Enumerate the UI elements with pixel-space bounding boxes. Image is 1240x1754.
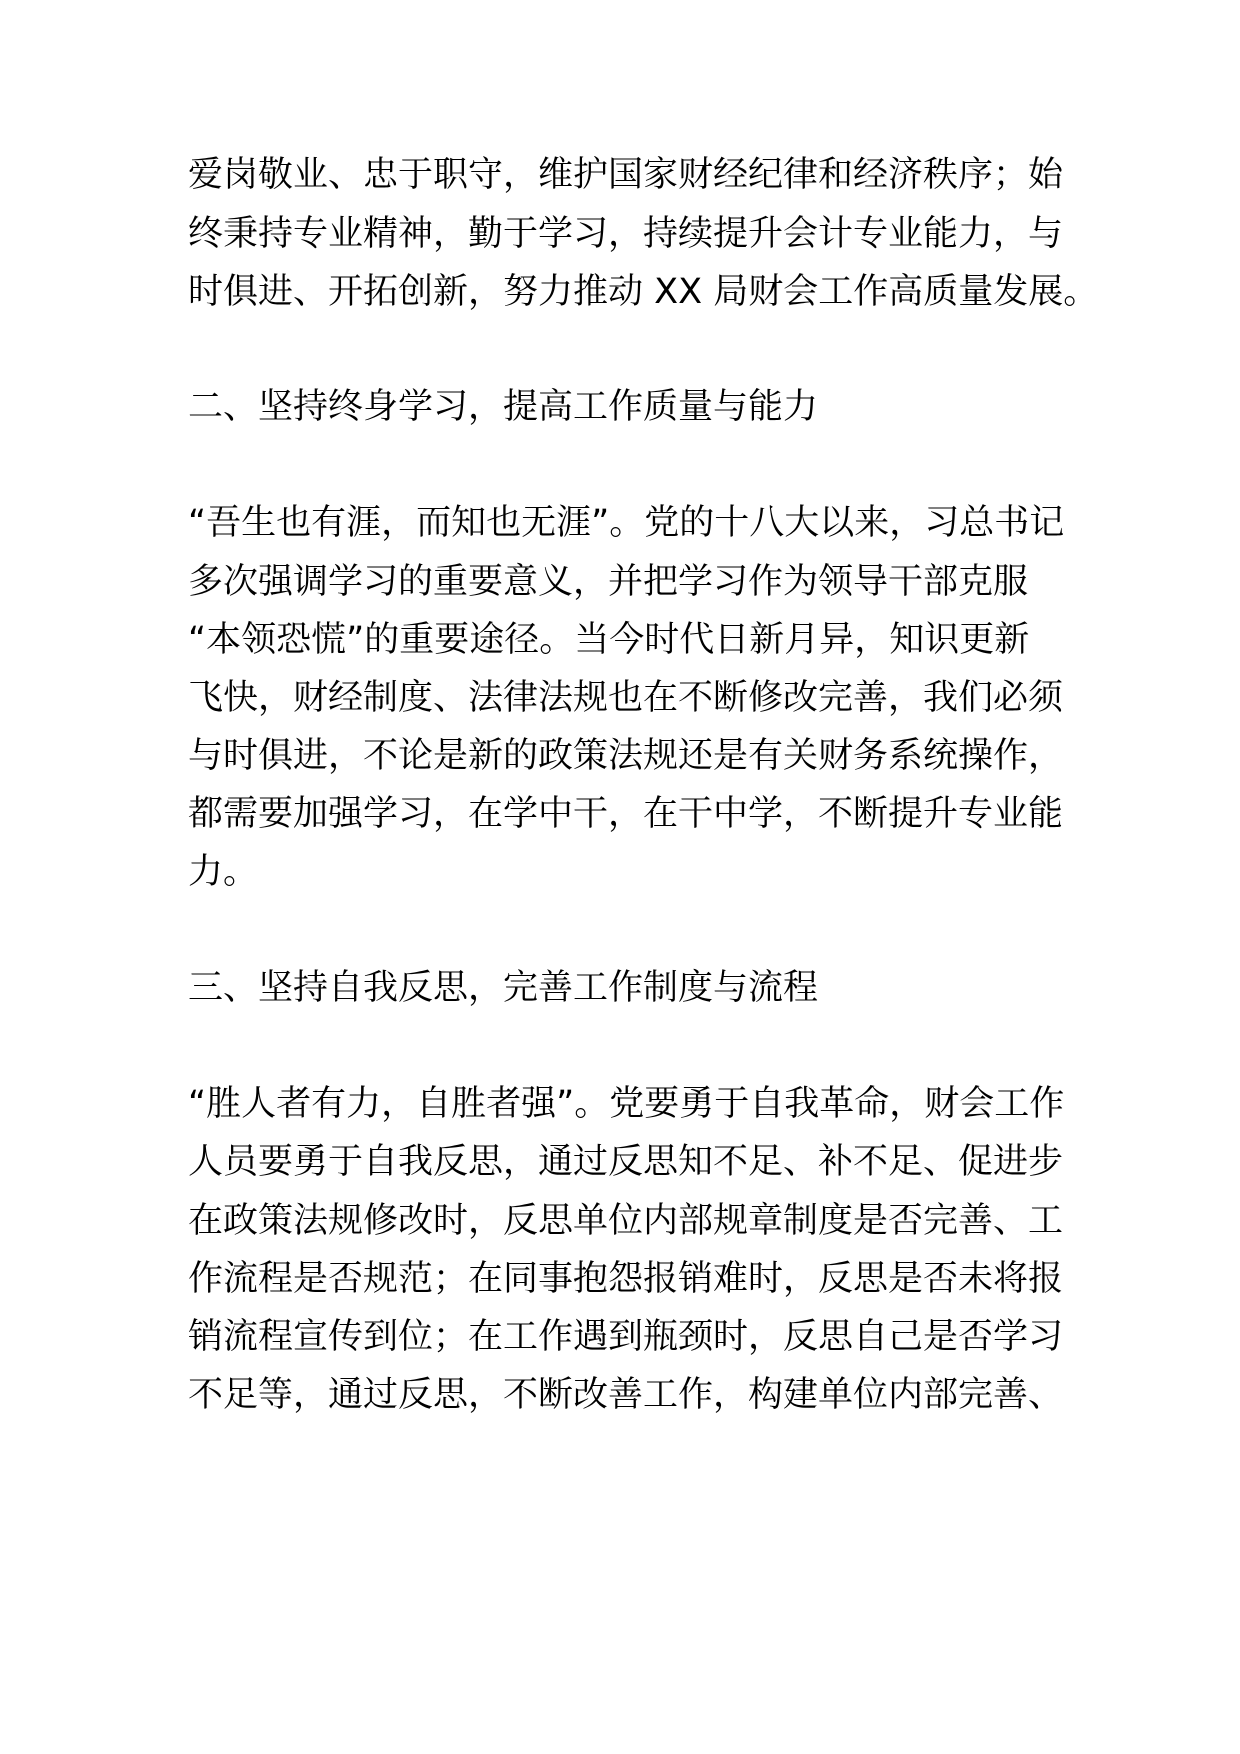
paragraph-2-line-2: 多次强调学习的重要意义，并把学习作为领导干部克服 [188,562,1029,602]
paragraph-3-line-5: 销流程宣传到位；在工作遇到瓶颈时，反思自己是否学习 [188,1317,1064,1357]
section-heading-3: 三、坚持自我反思，完善工作制度与流程 [188,968,819,1008]
section-heading-2: 二、坚持终身学习，提高工作质量与能力 [188,387,819,427]
paragraph-1-line-3: 时俱进、开拓创新，努力推动 XX 局财会工作高质量发展。 [188,272,1099,312]
paragraph-3-line-1: “胜人者有力，自胜者强”。党要勇于自我革命，财会工作 [188,1084,1065,1124]
paragraph-3-line-2: 人员要勇于自我反思，通过反思知不足、补不足、促进步 [188,1142,1064,1182]
paragraph-2-line-6: 都需要加强学习，在学中干，在干中学，不断提升专业能 [188,794,1064,834]
paragraph-1-line-1: 爱岗敬业、忠于职守，维护国家财经纪律和经济秩序；始 [188,155,1064,195]
paragraph-2-line-1: “吾生也有涯，而知也无涯”。党的十八大以来，习总书记 [188,503,1065,543]
paragraph-3-line-3: 在政策法规修改时，反思单位内部规章制度是否完善、工 [188,1201,1064,1241]
paragraph-2-line-3: “本领恐慌”的重要途径。当今时代日新月异，知识更新 [188,620,1030,660]
paragraph-2-line-7: 力。 [188,852,259,892]
paragraph-3-line-6: 不足等，通过反思，不断改善工作，构建单位内部完善、 [188,1375,1064,1415]
paragraph-2-line-4: 飞快，财经制度、法律法规也在不断修改完善，我们必须 [188,678,1064,718]
paragraph-3-line-4: 作流程是否规范；在同事抱怨报销难时，反思是否未将报 [188,1259,1064,1299]
paragraph-1-line-2: 终秉持专业精神，勤于学习，持续提升会计专业能力，与 [188,214,1064,254]
paragraph-2-line-5: 与时俱进，不论是新的政策法规还是有关财务系统操作， [188,736,1064,776]
